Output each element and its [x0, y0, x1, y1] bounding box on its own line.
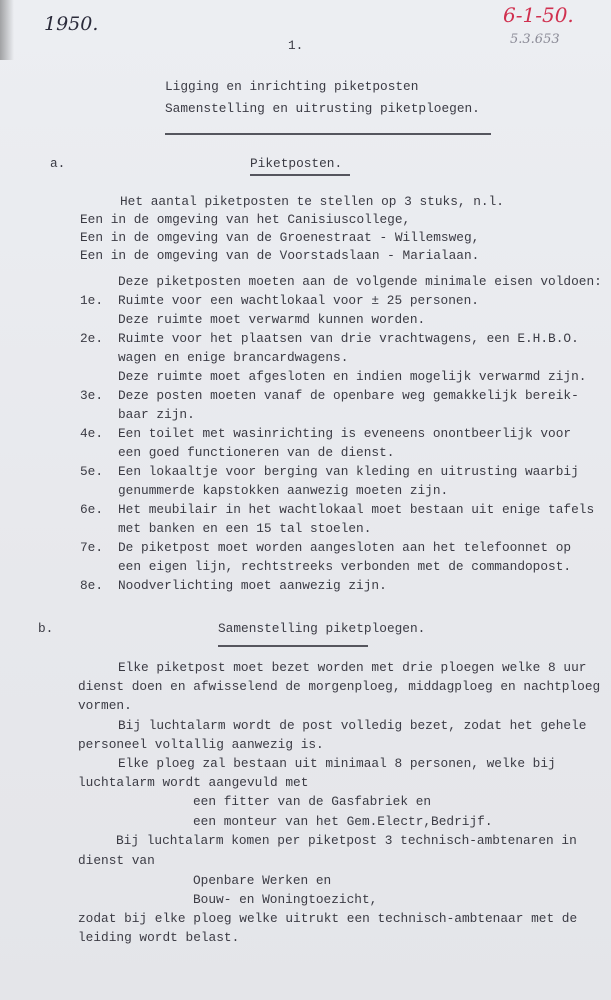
requirement-line: baar zijn.: [118, 407, 195, 422]
requirement-line: genummerde kapstokken aanwezig moeten zijn.: [118, 483, 449, 498]
requirement-line: wagen en enige brancardwagens.: [118, 350, 349, 365]
requirement-number: 5e.: [80, 464, 104, 479]
section-a-intro: Het aantal piketposten te stellen op 3 stuks, n.l.: [120, 194, 504, 209]
requirements-intro: Deze piketposten moeten aan de volgende minimale eisen voldoen:: [118, 274, 602, 289]
requirement-line: De piketpost moet worden aangesloten aan het telefoonnet op: [118, 540, 572, 555]
section-b-heading: Samenstelling piketploegen.: [218, 621, 426, 636]
requirement-line: Deze ruimte moet verwarmd kunnen worden.: [118, 312, 426, 327]
requirement-number: 4e.: [80, 426, 104, 441]
section-b-underline: [218, 645, 368, 647]
requirement-line: Ruimte voor het plaatsen van drie vrachtwagens, een E.H.B.O.: [118, 331, 579, 346]
location-line: Een in de omgeving van de Voorstadslaan - Marialaan.: [80, 248, 480, 263]
requirement-number: 8e.: [80, 578, 104, 593]
location-line: Een in de omgeving van het Canisiuscollege,: [80, 212, 411, 227]
handwritten-reference: 5.3.653: [510, 32, 560, 47]
handwritten-year: 1950.: [44, 13, 99, 35]
requirement-number: 1e.: [80, 293, 104, 308]
title-rule: [165, 133, 491, 135]
body-line: zodat bij elke ploeg welke uitrukt een technisch-ambtenaar met de: [78, 911, 578, 926]
body-line: Bij luchtalarm komen per piketpost 3 technisch-ambtenaren in: [116, 833, 577, 848]
page-number: 1.: [288, 38, 304, 53]
section-a-marker: a.: [50, 156, 66, 171]
body-line: vormen.: [78, 698, 132, 713]
body-line: een monteur van het Gem.Electr,Bedrijf.: [193, 814, 493, 829]
requirement-line: Een lokaaltje voor berging van kleding en uitrusting waarbij: [118, 464, 579, 479]
requirement-number: 3e.: [80, 388, 104, 403]
body-line: Openbare Werken en: [193, 873, 332, 888]
requirement-number: 2e.: [80, 331, 104, 346]
requirement-number: 6e.: [80, 502, 104, 517]
section-a-underline: [250, 174, 350, 176]
body-line: Elke piketpost moet bezet worden met drie ploegen welke 8 uur: [118, 660, 587, 675]
body-line: dienst van: [78, 853, 155, 868]
section-b-marker: b.: [38, 621, 54, 636]
requirement-line: met banken en een 15 tal stoelen.: [118, 521, 372, 536]
body-line: een fitter van de Gasfabriek en: [193, 794, 432, 809]
body-line: Elke ploeg zal bestaan uit minimaal 8 personen, welke bij: [118, 756, 556, 771]
requirement-line: Deze ruimte moet afgesloten en indien mogelijk verwarmd zijn.: [118, 369, 587, 384]
body-line: Bouw- en Woningtoezicht,: [193, 892, 378, 907]
section-a-heading: Piketposten.: [250, 156, 343, 171]
requirement-line: Deze posten moeten vanaf de openbare weg gemakkelijk bereik-: [118, 388, 579, 403]
title-line-2: Samenstelling en uitrusting piketploegen.: [165, 101, 480, 116]
requirement-number: 7e.: [80, 540, 104, 555]
requirement-line: Noodverlichting moet aanwezig zijn.: [118, 578, 387, 593]
body-line: Bij luchtalarm wordt de post volledig bezet, zodat het gehele: [118, 718, 587, 733]
requirement-line: een goed functioneren van de dienst.: [118, 445, 395, 460]
body-line: luchtalarm wordt aangevuld met: [78, 775, 309, 790]
requirement-line: Een toilet met wasinrichting is eveneens onontbeerlijk voor: [118, 426, 572, 441]
page-edge-shadow: [0, 0, 14, 60]
body-line: leiding wordt belast.: [78, 930, 240, 945]
handwritten-date: 6-1-50.: [503, 3, 574, 27]
requirement-line: een eigen lijn, rechtstreeks verbonden met de commandopost.: [118, 559, 572, 574]
body-line: dienst doen en afwisselend de morgenploeg, middagploeg en nachtploeg: [78, 679, 601, 694]
title-line-1: Ligging en inrichting piketposten: [165, 79, 419, 94]
requirement-line: Het meubilair in het wachtlokaal moet bestaan uit enige tafels: [118, 502, 595, 517]
body-line: personeel voltallig aanwezig is.: [78, 737, 324, 752]
location-line: Een in de omgeving van de Groenestraat - Willemsweg,: [80, 230, 480, 245]
requirement-line: Ruimte voor een wachtlokaal voor ± 25 personen.: [118, 293, 479, 308]
